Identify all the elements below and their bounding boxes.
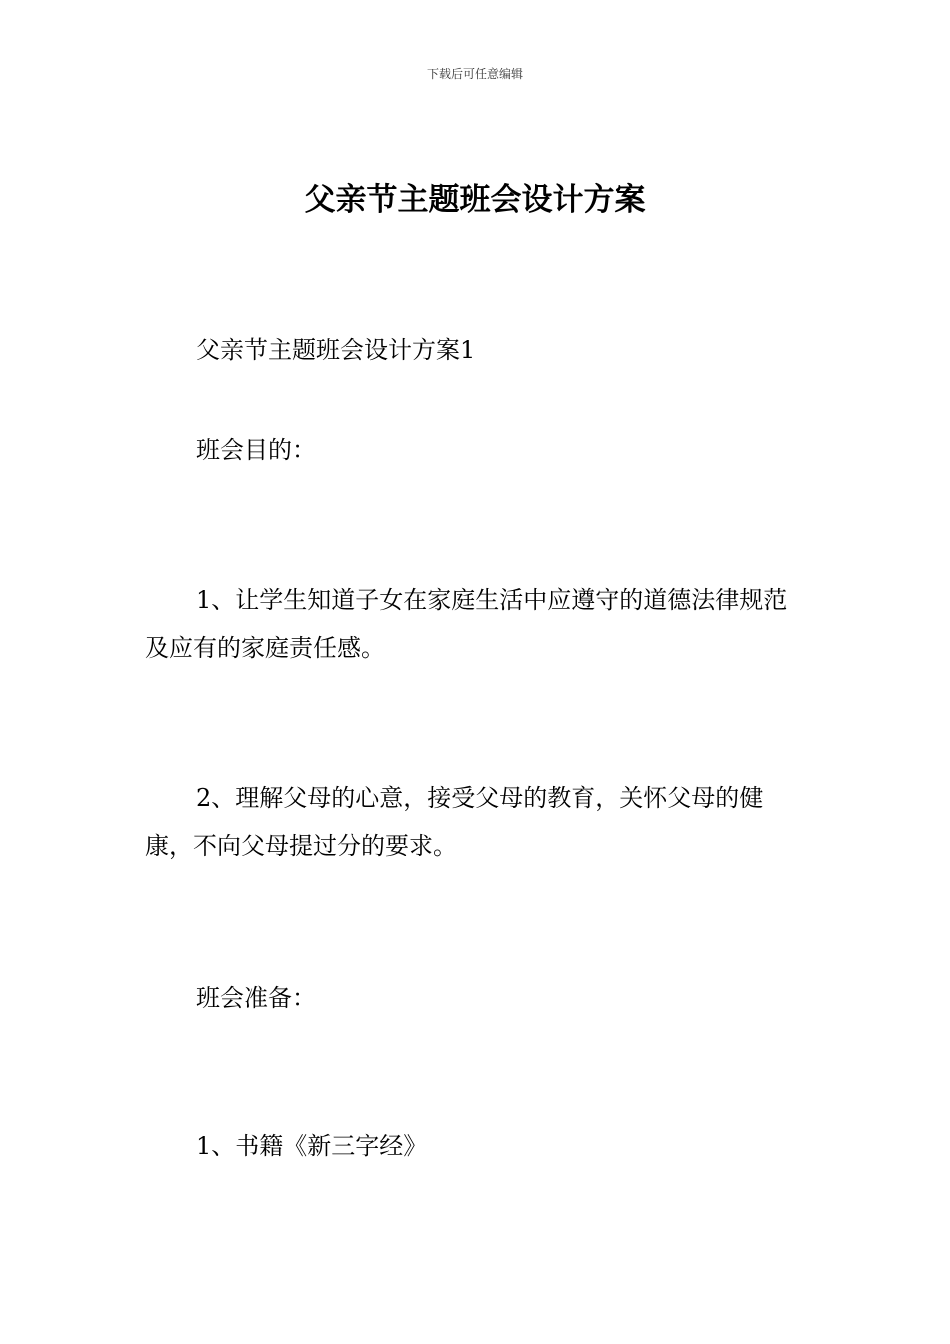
paragraph: 2、理解父母的心意，接受父母的教育，关怀父母的健康，不向父母提过分的要求。 bbox=[145, 784, 764, 860]
paragraph-heading: 班会准备： bbox=[196, 984, 316, 1012]
section-heading: 父亲节主题班会设计方案1 bbox=[196, 336, 476, 364]
paragraph-heading: 班会目的： bbox=[196, 436, 316, 464]
paragraph: 1、书籍《新三字经》 bbox=[196, 1132, 428, 1160]
paragraph: 1、让学生知道子女在家庭生活中应遵守的道德法律规范及应有的家庭责任感。 bbox=[145, 586, 788, 662]
header-note: 下载后可任意编辑 bbox=[426, 67, 523, 81]
document-title: 父亲节主题班会设计方案 bbox=[304, 182, 646, 218]
